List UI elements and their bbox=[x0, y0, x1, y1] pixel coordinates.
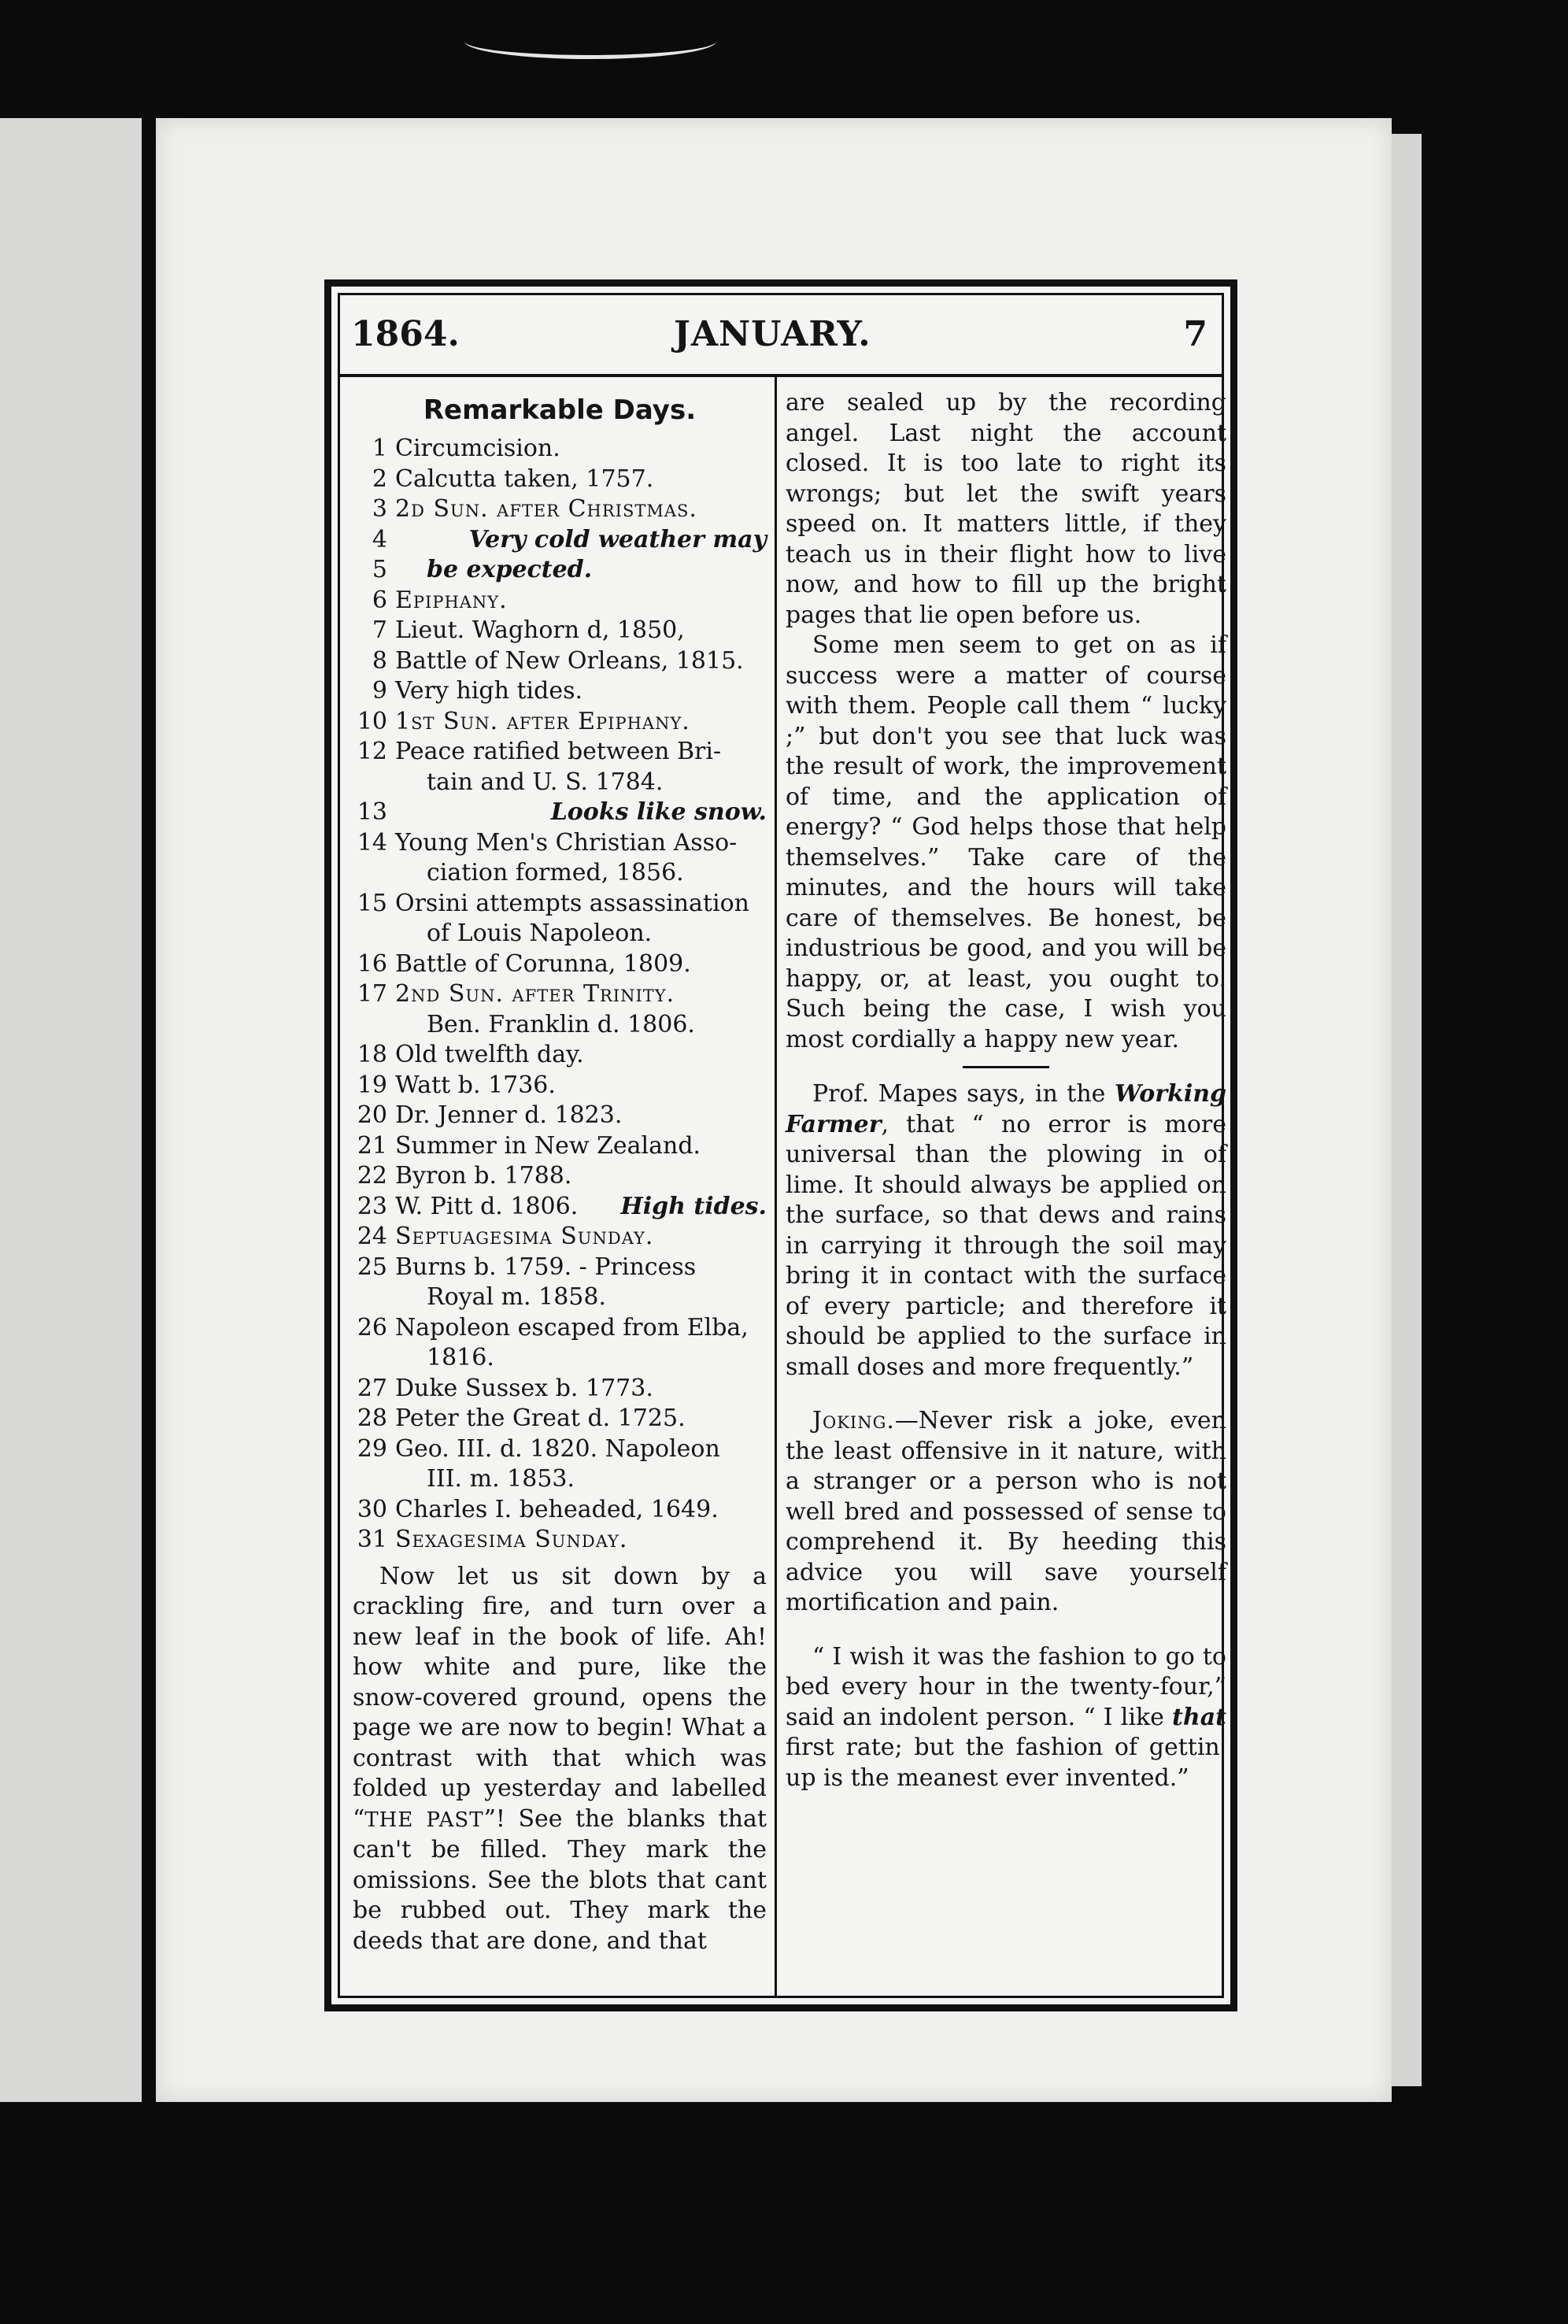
the-past-label: THE PAST bbox=[364, 1808, 484, 1832]
day-entry: 10 1st Sun. after Epiphany. bbox=[357, 707, 690, 735]
header-page-number: 7 bbox=[1183, 314, 1207, 354]
day-entry: of Louis Napoleon. bbox=[427, 920, 653, 947]
day-entry: ciation formed, 1856. bbox=[427, 859, 684, 886]
frame-inner-border bbox=[338, 293, 1224, 1998]
day-entry: 27 Duke Sussex b. 1773. bbox=[357, 1374, 653, 1402]
mapes-paragraph: Prof. Mapes says, in the Working Farmer, that “ no error is more universal than the plowing in of lime. It should always be applied on the surface, so that dews and rains in carrying it through the soil may bring it in contact with the surface of every particle; and therefore it should be applied to the surface in small doses and more frequently.” bbox=[786, 1080, 1226, 1381]
working-farmer-title: Working Farmer bbox=[786, 1080, 1226, 1138]
day-entry: 18 Old twelfth day. bbox=[357, 1041, 584, 1068]
day-entry: Ben. Franklin d. 1806. bbox=[427, 1010, 695, 1038]
day-entry: 1816. bbox=[427, 1344, 494, 1371]
day-entry: 21 Summer in New Zealand. bbox=[357, 1131, 701, 1160]
day-entry: 25 Burns b. 1759. - Princess bbox=[357, 1253, 697, 1281]
new-leaf-paragraph: Now let us sit down by a crackling fire, and turn over a new leaf in the book of life. Ah! how white and pure, like the snow-covered ground, opens the page we are now to begin! What a contrast with that which was folded up yesterday and labelled “THE PAST”! See the blanks that can't be filled. They mark the omissions. See the blots that cant be rubbed out. They mark the deeds that are done, and that bbox=[353, 1562, 767, 1955]
column-divider bbox=[775, 377, 777, 1996]
day-entry: 4 Very cold weather may bbox=[372, 525, 767, 553]
day-entry: 2 Calcutta taken, 1757. bbox=[372, 464, 654, 493]
header-year: 1864. bbox=[351, 314, 460, 354]
day-entry: 28 Peter the Great d. 1725. bbox=[357, 1404, 686, 1432]
page-header bbox=[351, 314, 1207, 369]
recording-angel-paragraph: are sealed up by the recording angel. Last night the account closed. It is too late to right its wrongs; but let the swift years speed on. It matters little, if they teach us in their flight how to live now, and how to fill up the bright pages that lie open before us. bbox=[786, 389, 1226, 629]
day-entry: 16 Battle of Corunna, 1809. bbox=[357, 949, 691, 978]
day-entry: 5 be expected. bbox=[372, 556, 593, 583]
day-entry: 14 Young Men's Christian Asso- bbox=[357, 828, 738, 857]
day-entry: 8 Battle of New Orleans, 1815. bbox=[372, 646, 744, 675]
day-entry: 26 Napoleon escaped from Elba, bbox=[357, 1313, 749, 1341]
day-entry: 17 2nd Sun. after Trinity. bbox=[357, 980, 675, 1008]
day-entry: 1 Circumcision. bbox=[372, 435, 560, 462]
day-entry: 6 Epiphany. bbox=[372, 586, 508, 614]
day-entry: 7 Lieut. Waghorn d, 1850, bbox=[372, 616, 685, 644]
lucky-paragraph: Some men seem to get on as if success were a matter of course with them. People call them “ lucky ;” but don't you see that luck was the result of work, the improvement of time, and the application of energy? “ God helps those that help themselves.” Take care of the minutes, and the hours will take care of themselves. Be honest, be industrious be good, and you will be happy, or, at least, you ought to. Such being the case, I wish you most cordially a happy new year. bbox=[786, 631, 1226, 1053]
day-entry: 12 Peace ratified between Bri- bbox=[357, 738, 722, 765]
page-edge-shadow bbox=[1392, 134, 1422, 2086]
left-column bbox=[353, 388, 767, 1956]
previous-page-edge bbox=[0, 118, 142, 2102]
day-entry: 24 Septuagesima Sunday. bbox=[357, 1223, 654, 1250]
top-smudge-mark bbox=[464, 24, 716, 59]
day-entry: 19 Watt b. 1736. bbox=[357, 1071, 556, 1099]
day-entry: 9 Very high tides. bbox=[372, 677, 583, 705]
day-entry: tain and U. S. 1784. bbox=[427, 768, 664, 796]
header-rule bbox=[340, 374, 1222, 377]
header-month: JANUARY. bbox=[674, 314, 871, 354]
day-entry: 29 Geo. III. d. 1820. Napoleon bbox=[357, 1434, 720, 1463]
joking-label: Joking. bbox=[812, 1407, 895, 1434]
right-column bbox=[786, 388, 1226, 1793]
day-entry: 22 Byron b. 1788. bbox=[357, 1162, 572, 1190]
that-emphasis: that bbox=[1172, 1703, 1226, 1731]
indolent-paragraph: “ I wish it was the fashion to go to bed every hour in the twenty-four,” said an indolent person. “ I like that first rate; but the fashion of gettin' up is the meanest ever invented.” bbox=[786, 1642, 1226, 1792]
calendar-frame bbox=[324, 279, 1237, 2011]
remarkable-days-list bbox=[353, 434, 767, 1556]
day-entry: 15 Orsini attempts assassination bbox=[357, 889, 749, 917]
remarkable-days-heading: Remarkable Days. bbox=[423, 394, 697, 426]
section-divider bbox=[963, 1066, 1049, 1068]
joking-paragraph: Joking.—Never risk a joke, even the least offensive in it nature, with a stranger or a person who is not well bred and possessed of sense to comprehend it. By heeding this advice you will save yourself mortification and pain. bbox=[786, 1407, 1226, 1616]
day-entry: 13 Looks like snow. bbox=[357, 798, 767, 826]
high-tides-note: High tides. bbox=[620, 1192, 767, 1220]
day-entry: 30 Charles I. beheaded, 1649. bbox=[357, 1495, 719, 1523]
day-entry: 31 Sexagesima Sunday. bbox=[357, 1526, 628, 1553]
day-entry: Royal m. 1858. bbox=[427, 1283, 607, 1311]
day-entry: 23 W. Pitt d. 1806. High tides. bbox=[353, 1192, 767, 1223]
day-entry: III. m. 1853. bbox=[427, 1465, 575, 1493]
day-entry: 3 2d Sun. after Christmas. bbox=[372, 495, 697, 523]
day-entry: 20 Dr. Jenner d. 1823. bbox=[357, 1101, 623, 1129]
